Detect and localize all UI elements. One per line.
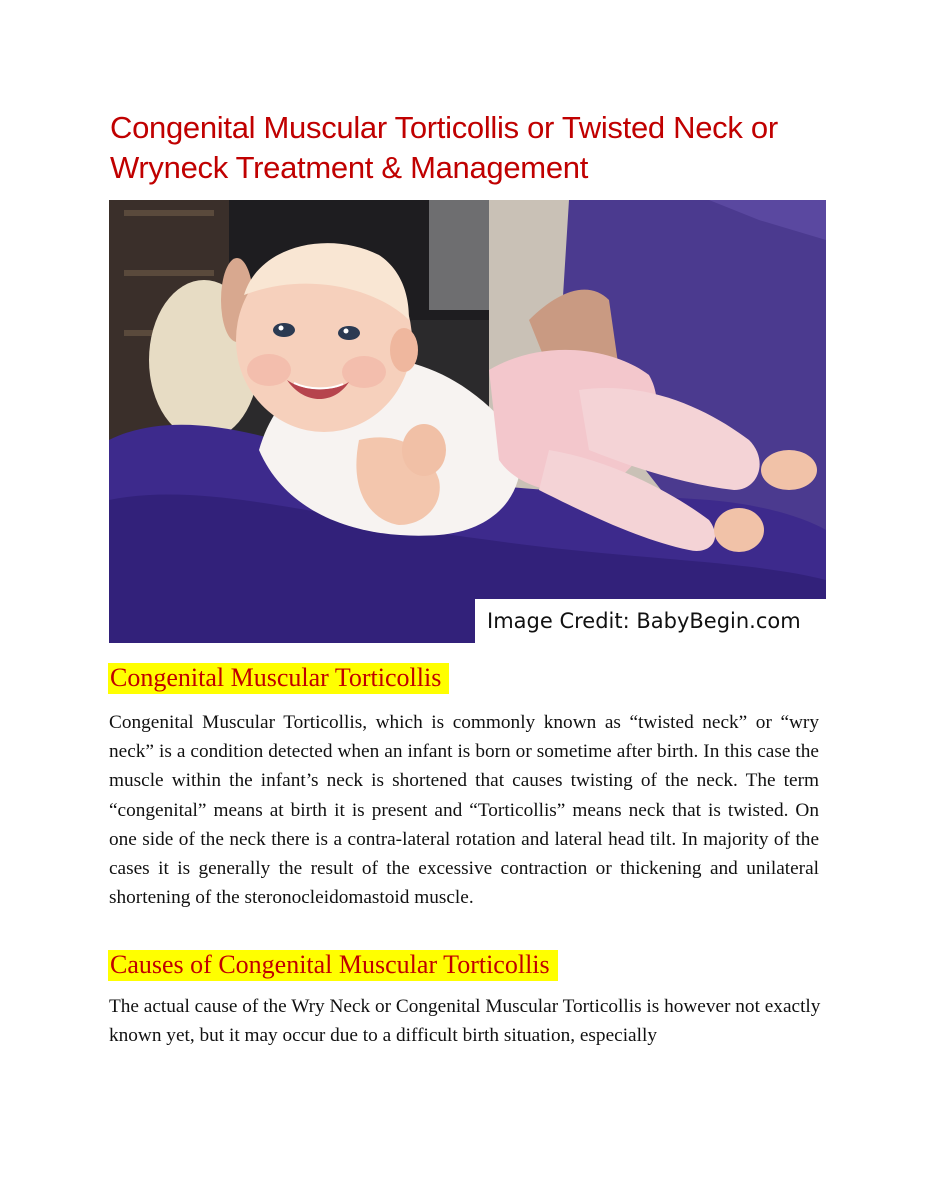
image-credit: Image Credit: BabyBegin.com xyxy=(475,599,826,643)
baby-illustration xyxy=(109,200,826,643)
section-body-causes: The actual cause of the Wry Neck or Congenital Muscular Torticollis is however not exactly known yet, but it may occur due to a difficult birth situation, especially xyxy=(109,996,821,1047)
section-body-congenital-muscular-torticollis: Congenital Muscular Torticollis, which is commonly known as “twisted neck” or “wry neck” is a condition detected when an infant is born or sometime after birth. In this case the muscle within the infant’s neck is shortened that causes twisting of the neck. The term “congenital” means at birth it is present and “Torticollis” means neck that is twisted. On one side of the neck there is a contra-lateral rotation and lateral head tilt. In majority of the cases it is generally the result of the excessive contraction or thickening and unilateral shortening of the steronocleidomastoid muscle. xyxy=(109,712,819,909)
section-heading-causes: Causes of Congenital Muscular Torticollis xyxy=(108,948,558,982)
section-heading-congenital-muscular-torticollis: Congenital Muscular Torticollis xyxy=(108,661,449,695)
baby-photo xyxy=(109,200,826,643)
page-title: Congenital Muscular Torticollis or Twisted Neck or Wryneck Treatment & Management xyxy=(110,110,778,185)
